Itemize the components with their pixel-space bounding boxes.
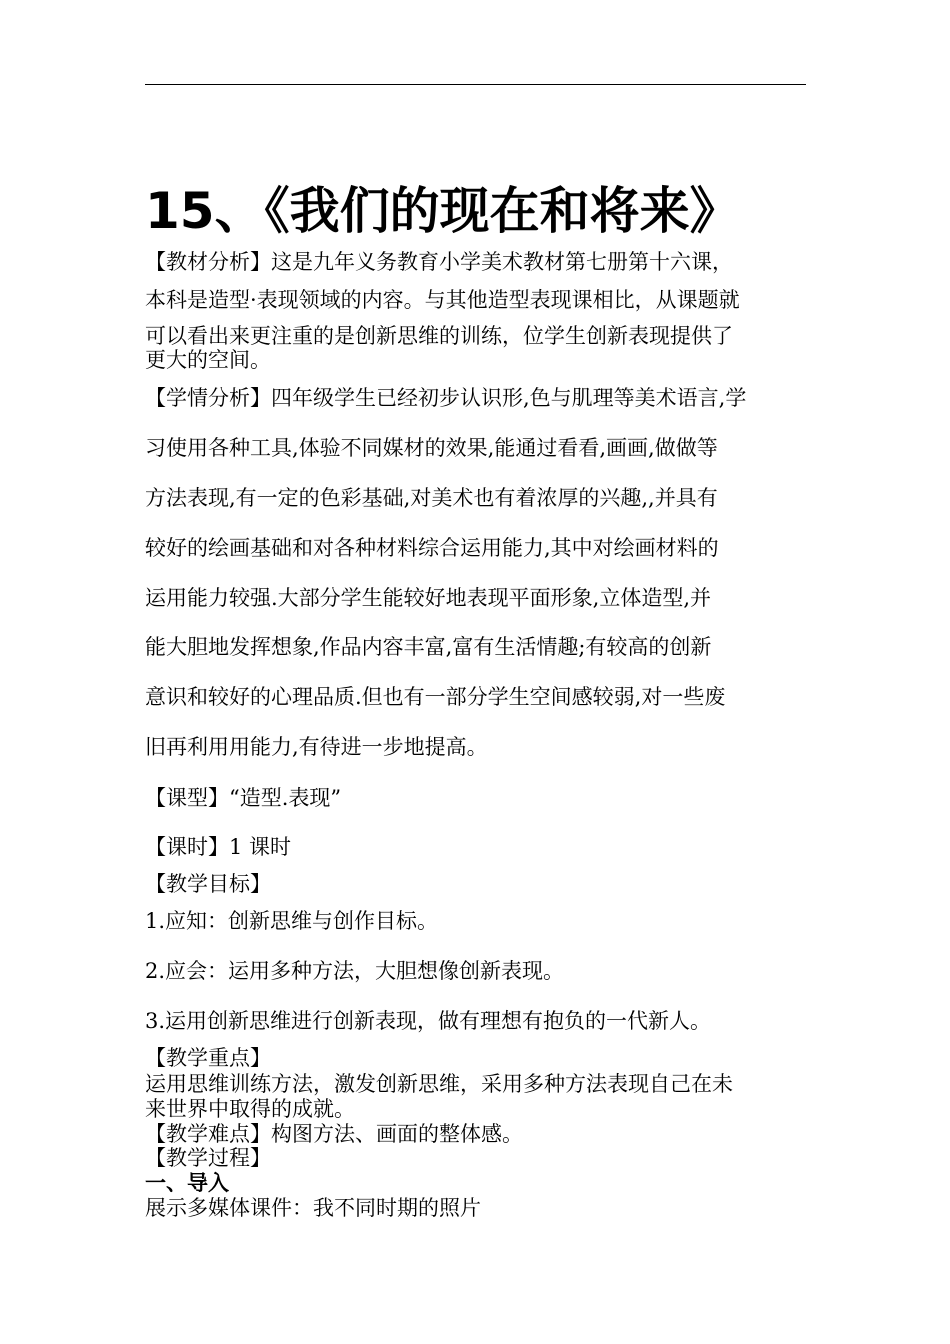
key-points-line: 来世界中取得的成就。: [145, 1097, 355, 1121]
section-text: 展示多媒体课件：我不同时期的照片: [145, 1196, 481, 1220]
key-points-heading: 【教学重点】: [145, 1046, 271, 1070]
objectives-heading: 【教学目标】: [145, 872, 271, 896]
lesson-hours: 【课时】1 课时: [145, 835, 292, 859]
student-analysis-line: 运用能力较强.大部分学生能较好地表现平面形象,立体造型,并: [145, 586, 712, 610]
header-rule: [145, 84, 806, 85]
material-analysis-line: 本科是造型·表现领域的内容。与其他造型表现课相比，从课题就: [145, 288, 740, 312]
objective-item: 2.应会：运用多种方法，大胆想像创新表现。: [145, 959, 565, 983]
lesson-type: 【课型】“造型.表现”: [145, 786, 342, 810]
section-heading: 一、导入: [145, 1171, 229, 1195]
objective-item: 1.应知：创新思维与创作目标。: [145, 909, 439, 933]
student-analysis-line: 旧再利用用能力,有待进一步地提高。: [145, 735, 488, 759]
difficulty: 【教学难点】构图方法、画面的整体感。: [145, 1122, 523, 1146]
student-analysis-line: 方法表现,有一定的色彩基础,对美术也有着浓厚的兴趣,,并具有: [145, 486, 718, 510]
objective-item: 3.运用创新思维进行创新表现，做有理想有抱负的一代新人。: [145, 1009, 712, 1033]
student-analysis-line: 【学情分析】四年级学生已经初步认识形,色与肌理等美术语言,学: [145, 386, 747, 410]
student-analysis-line: 较好的绘画基础和对各种材料综合运用能力,其中对绘画材料的: [145, 536, 719, 560]
material-analysis-line: 【教材分析】这是九年义务教育小学美术教材第七册第十六课，: [145, 250, 733, 274]
student-analysis-line: 能大胆地发挥想象,作品内容丰富,富有生活情趣;有较高的创新: [145, 635, 712, 659]
page-title: 15、《我们的现在和将来》: [145, 182, 740, 240]
key-points-line: 运用思维训练方法，激发创新思维，采用多种方法表现自己在未: [145, 1072, 733, 1096]
process-heading: 【教学过程】: [145, 1146, 271, 1170]
student-analysis-line: 习使用各种工具,体验不同媒材的效果,能通过看看,画画,做做等: [145, 436, 718, 460]
student-analysis-line: 意识和较好的心理品质.但也有一部分学生空间感较弱,对一些废: [145, 685, 726, 709]
material-analysis-line: 可以看出来更注重的是创新思维的训练，位学生创新表现提供了: [145, 324, 733, 348]
material-analysis-line: 更大的空间。: [145, 348, 271, 372]
